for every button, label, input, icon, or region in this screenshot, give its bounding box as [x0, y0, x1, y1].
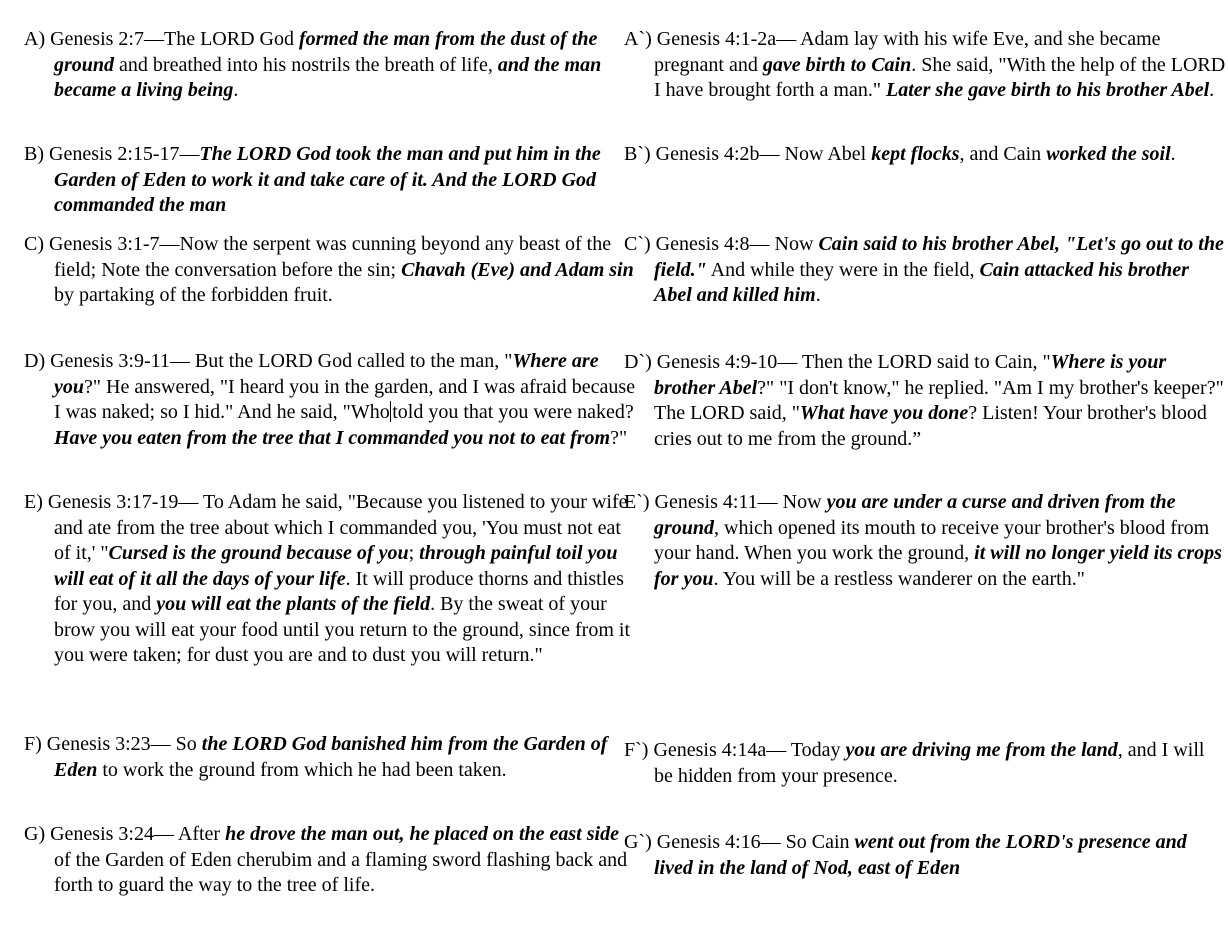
- verse-text: by partaking of the forbidden fruit.: [54, 284, 333, 306]
- verse-text: —Now the serpent was cunning beyond any beast of the field; Note the conversation before the sin;: [54, 233, 612, 281]
- emphasized-text: gave birth to Cain: [762, 53, 912, 76]
- verse-reference: D`) Genesis 4:9-10: [624, 351, 778, 373]
- emphasized-text: Where is your brother Abel: [654, 351, 1167, 399]
- verse-text: to work the ground from which he had been taken.: [97, 758, 507, 781]
- verse-text: — So: [150, 733, 202, 755]
- entry-C-prime: [624, 232, 1228, 309]
- verse-text: — Now Abel: [759, 143, 872, 165]
- verse-reference: E) Genesis 3:17-19: [24, 491, 179, 513]
- emphasized-text: Have you eaten from the tree that I commanded you not to eat from: [54, 426, 611, 449]
- verse-text: ?" He answered, "I heard you in the garden, and I was afraid because I was naked; so I hid." And he said, "Who: [54, 375, 636, 423]
- entry-C: [24, 232, 636, 309]
- entry-F: [24, 732, 636, 783]
- entry-E-prime: [624, 490, 1228, 592]
- emphasized-text: through painful toil you will eat of it all the days of your life: [54, 542, 618, 590]
- verse-text: — But the LORD God called to the man, ": [169, 350, 513, 372]
- entry-A-prime: [624, 27, 1228, 104]
- emphasized-text: you are driving me from the land: [845, 739, 1118, 761]
- verse-text: .: [815, 284, 821, 306]
- emphasized-text: it will no longer yield its crops for you: [654, 542, 1222, 590]
- emphasized-text: Chavah (Eve) and Adam sin: [401, 258, 634, 281]
- emphasized-text: Later she gave birth to his brother Abel: [885, 79, 1210, 101]
- verse-reference: B`) Genesis 4:2b: [624, 143, 760, 165]
- verse-reference: D) Genesis 3:9-11: [24, 350, 170, 372]
- verse-text: , which opened its mouth to receive your brother's blood from your hand. When you work the ground,: [654, 516, 1210, 564]
- emphasized-text: you will eat the plants of the field: [156, 593, 431, 615]
- emphasized-text: The LORD God took the man and put him in the Garden of Eden to work it and take care of it. And the LORD God commanded the man: [54, 143, 601, 216]
- emphasized-text: Cain attacked his brother Abel and killed him: [654, 258, 1189, 306]
- emphasized-text: Cain said to his brother Abel, "Let's go out to the field.": [654, 233, 1224, 281]
- entry-E: [24, 490, 636, 669]
- verse-text: —The LORD God: [143, 28, 299, 50]
- emphasized-text: went out from the LORD's presence and lived in the land of Nod, east of Eden: [654, 831, 1187, 879]
- verse-text: And while they were in the field,: [706, 258, 980, 281]
- verse-reference: B) Genesis 2:15-17: [24, 143, 180, 165]
- entry-F-prime: [624, 738, 1228, 789]
- emphasized-text: formed the man from the dust of the ground: [54, 28, 598, 76]
- entry-B-prime: [624, 142, 1228, 168]
- verse-text: — Today: [766, 739, 846, 761]
- verse-reference: A`) Genesis 4:1-2a: [624, 28, 777, 50]
- entry-A: [24, 27, 636, 104]
- verse-reference: F`) Genesis 4:14a: [624, 739, 767, 761]
- emphasized-text: you are under a curse and driven from the ground: [654, 491, 1176, 539]
- verse-text: told you that you were naked?: [392, 401, 634, 423]
- verse-text: , and Cain: [959, 143, 1047, 165]
- verse-text: ;: [408, 542, 420, 564]
- verse-text: — Now: [749, 233, 819, 255]
- verse-text: — So Cain: [760, 831, 855, 853]
- verse-text: .: [233, 79, 239, 101]
- verse-text: — After: [153, 823, 226, 845]
- verse-text: , and I will be hidden from your presence.: [654, 739, 1205, 787]
- entry-D: [24, 349, 636, 451]
- verse-text: and breathed into his nostrils the breath of life,: [114, 53, 498, 76]
- verse-text: . By the sweat of your brow you will eat your food until you return to the ground, since from it you were taken; for dust you are and to dust you will return.": [54, 593, 631, 666]
- verse-reference: C`) Genesis 4:8: [624, 233, 750, 255]
- verse-text: . She said, "With the help of the LORD I have brought forth a man.": [654, 53, 1226, 101]
- verse-reference: C) Genesis 3:1-7: [24, 233, 160, 255]
- verse-text: — Adam lay with his wife Eve, and she became pregnant and: [654, 28, 1161, 76]
- verse-reference: G`) Genesis 4:16: [624, 831, 761, 853]
- verse-reference: F) Genesis 3:23: [24, 733, 151, 755]
- verse-text: ?": [610, 426, 628, 449]
- verse-text: . You will be a restless wanderer on the earth.": [713, 567, 1085, 590]
- text-cursor: [390, 401, 392, 422]
- entry-D-prime: [624, 350, 1228, 452]
- emphasized-text: he drove the man out, he placed on the east side: [225, 823, 619, 845]
- emphasized-text: What have you done: [799, 402, 969, 424]
- verse-text: of the Garden of Eden cherubim and a flaming sword flashing back and forth to guard the way to the tree of life.: [54, 848, 628, 896]
- verse-reference: G) Genesis 3:24: [24, 823, 154, 845]
- emphasized-text: and the man became a living being: [54, 53, 602, 101]
- emphasized-text: Cursed is the ground because of you: [108, 542, 409, 564]
- verse-reference: A) Genesis 2:7: [24, 28, 144, 50]
- verse-reference: E`) Genesis 4:11: [624, 491, 758, 513]
- emphasized-text: worked the soil: [1046, 143, 1171, 165]
- verse-text: — To Adam he said, "Because you listened to your wife and ate from the tree about which I commanded you, 'You must not eat of it,' ": [54, 491, 628, 564]
- verse-text: —: [179, 143, 200, 165]
- emphasized-text: Where are you: [54, 350, 599, 398]
- verse-text: .: [1170, 143, 1176, 165]
- entry-G: [24, 822, 636, 899]
- emphasized-text: the LORD God banished him from the Garden of Eden: [54, 733, 608, 781]
- emphasized-text: kept flocks: [871, 143, 960, 165]
- verse-text: . It will produce thorns and thistles for you, and: [54, 567, 624, 615]
- verse-text: .: [1209, 79, 1215, 101]
- verse-text: — Now: [757, 491, 827, 513]
- entry-G-prime: [624, 830, 1228, 881]
- verse-text: ?" "I don't know," he replied. "Am I my brother's keeper?" The LORD said, ": [654, 376, 1224, 424]
- verse-text: ? Listen! Your brother's blood cries out to me from the ground.”: [654, 402, 1207, 450]
- entry-B: [24, 142, 636, 219]
- verse-text: — Then the LORD said to Cain, ": [777, 351, 1051, 373]
